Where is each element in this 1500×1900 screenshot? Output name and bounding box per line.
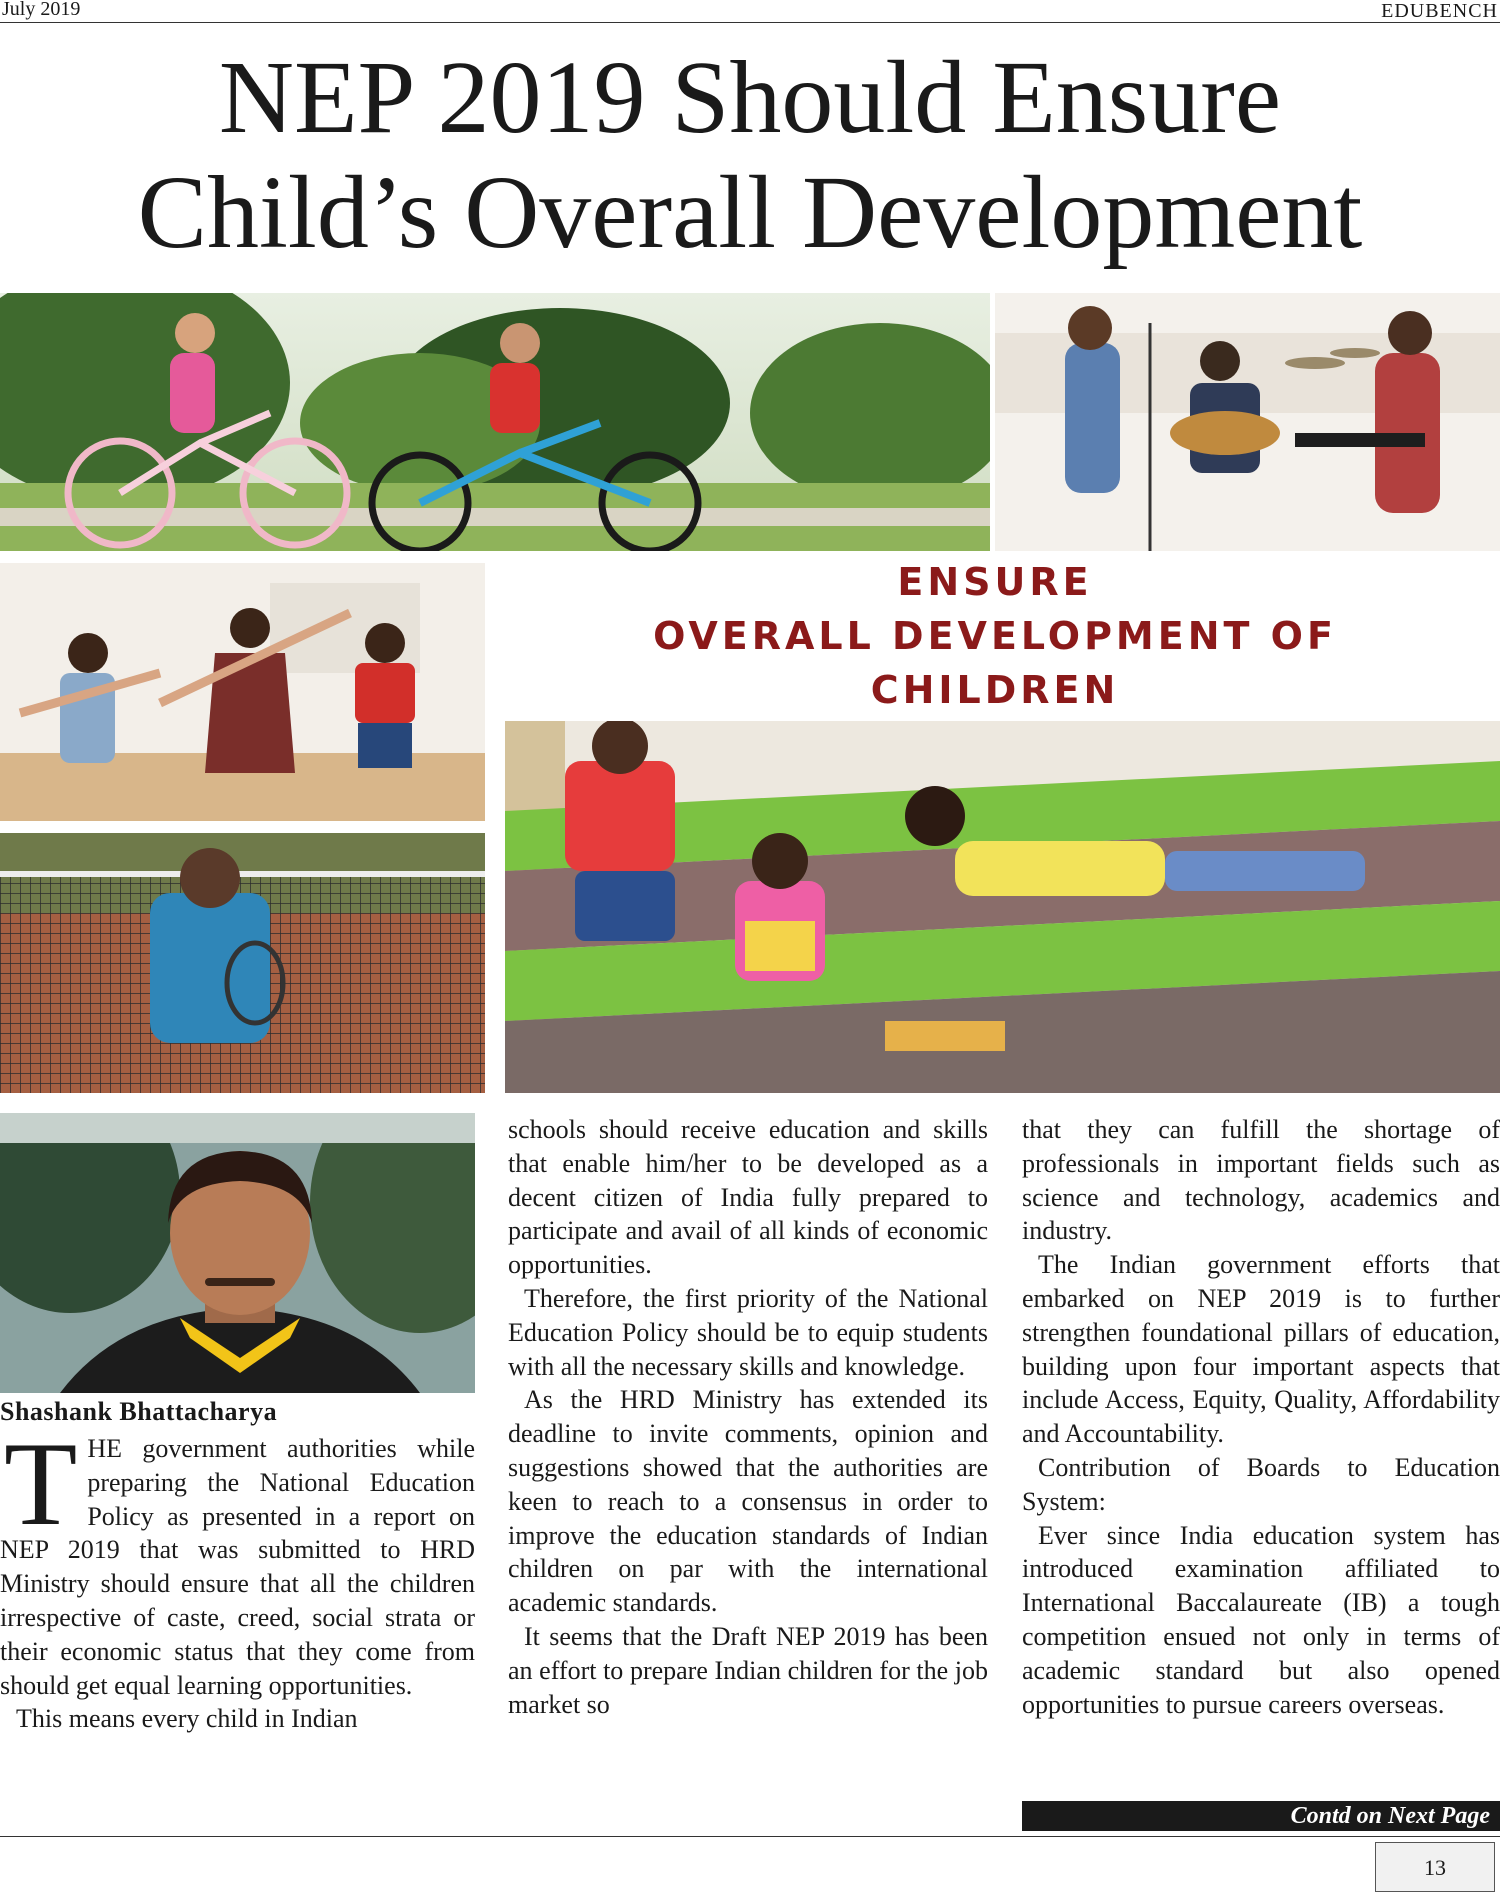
article-subheading: Contribution of Boards to Education System: <box>1022 1452 1500 1516</box>
author-photo <box>0 1113 475 1393</box>
photo-child-tennis <box>0 833 485 1093</box>
article-paragraph: THE government authorities while preparing the National Education Policy as presented in a report on NEP 2019 that was submitted to HRD Ministry should ensure that all the children irrespective of caste, creed, social strata or their economic status that they come from should get equal learning opportunities. <box>0 1417 475 1700</box>
headline-line-1: NEP 2019 Should Ensure <box>218 40 1282 155</box>
article-paragraph: that they can fulfill the shortage of professionals in important fields such as science and technology, academics and industry. <box>1022 1115 1500 1246</box>
article-column-3 <box>1022 1113 1500 1721</box>
photo-collage <box>0 293 1500 1093</box>
headline-line-2: Child’s Overall Development <box>137 155 1363 270</box>
photo-children-reading <box>505 721 1500 1093</box>
photo-children-music <box>995 293 1500 551</box>
publication-name: EDUBENCH <box>1381 0 1498 22</box>
article-column-1 <box>0 1417 475 1736</box>
banner-line-3: CHILDREN <box>870 668 1120 712</box>
article-paragraph: The Indian government efforts that embarked on NEP 2019 is to further strengthen foundational pillars of education, building upon four important aspects that include Access, Equity, Quality, Affordability and Accountability. <box>1022 1250 1500 1449</box>
article-paragraph: It seems that the Draft NEP 2019 has been an effort to prepare Indian children for the job market so <box>508 1621 988 1719</box>
continued-next-page-link[interactable]: Contd on Next Page <box>1022 1801 1500 1831</box>
footer-divider <box>0 1836 1500 1837</box>
banner-line-2: OVERALL DEVELOPMENT OF <box>653 614 1337 658</box>
article-headline <box>0 40 1500 270</box>
article-paragraph: As the HRD Ministry has extended its deadline to invite comments, opinion and suggestions showed that the authorities are keen to reach to a consensus in order to improve the education standards of Indian children on par with the international academic standards. <box>508 1385 988 1618</box>
page-number: 13 <box>1375 1842 1495 1892</box>
drop-cap: T <box>4 1417 78 1550</box>
photo-children-exercise <box>0 563 485 821</box>
article-paragraph: Ever since India education system has introduced examination affiliated to International Baccalaureate (IB) a tough competition ensued not only in terms of academic standard but also opened opportunities to pursue careers overseas. <box>1022 1520 1500 1719</box>
banner-line-1: ENSURE <box>897 560 1093 604</box>
article-paragraph: Therefore, the first priority of the National Education Policy should be to equip students with all the necessary skills and knowledge. <box>508 1283 988 1381</box>
author-byline: Shashank Bhattacharya <box>0 1397 278 1426</box>
page-header <box>0 0 1500 23</box>
issue-date: July 2019 <box>2 0 81 20</box>
article-column-2 <box>508 1113 988 1721</box>
photo-children-cycling <box>0 293 990 551</box>
article-paragraph: schools should receive education and skills that enable him/her to be developed as a decent citizen of India fully prepared to participate and avail of all kinds of economic opportunities. <box>508 1115 988 1280</box>
article-paragraph: This means every child in Indian <box>16 1704 358 1734</box>
development-banner <box>490 555 1500 720</box>
